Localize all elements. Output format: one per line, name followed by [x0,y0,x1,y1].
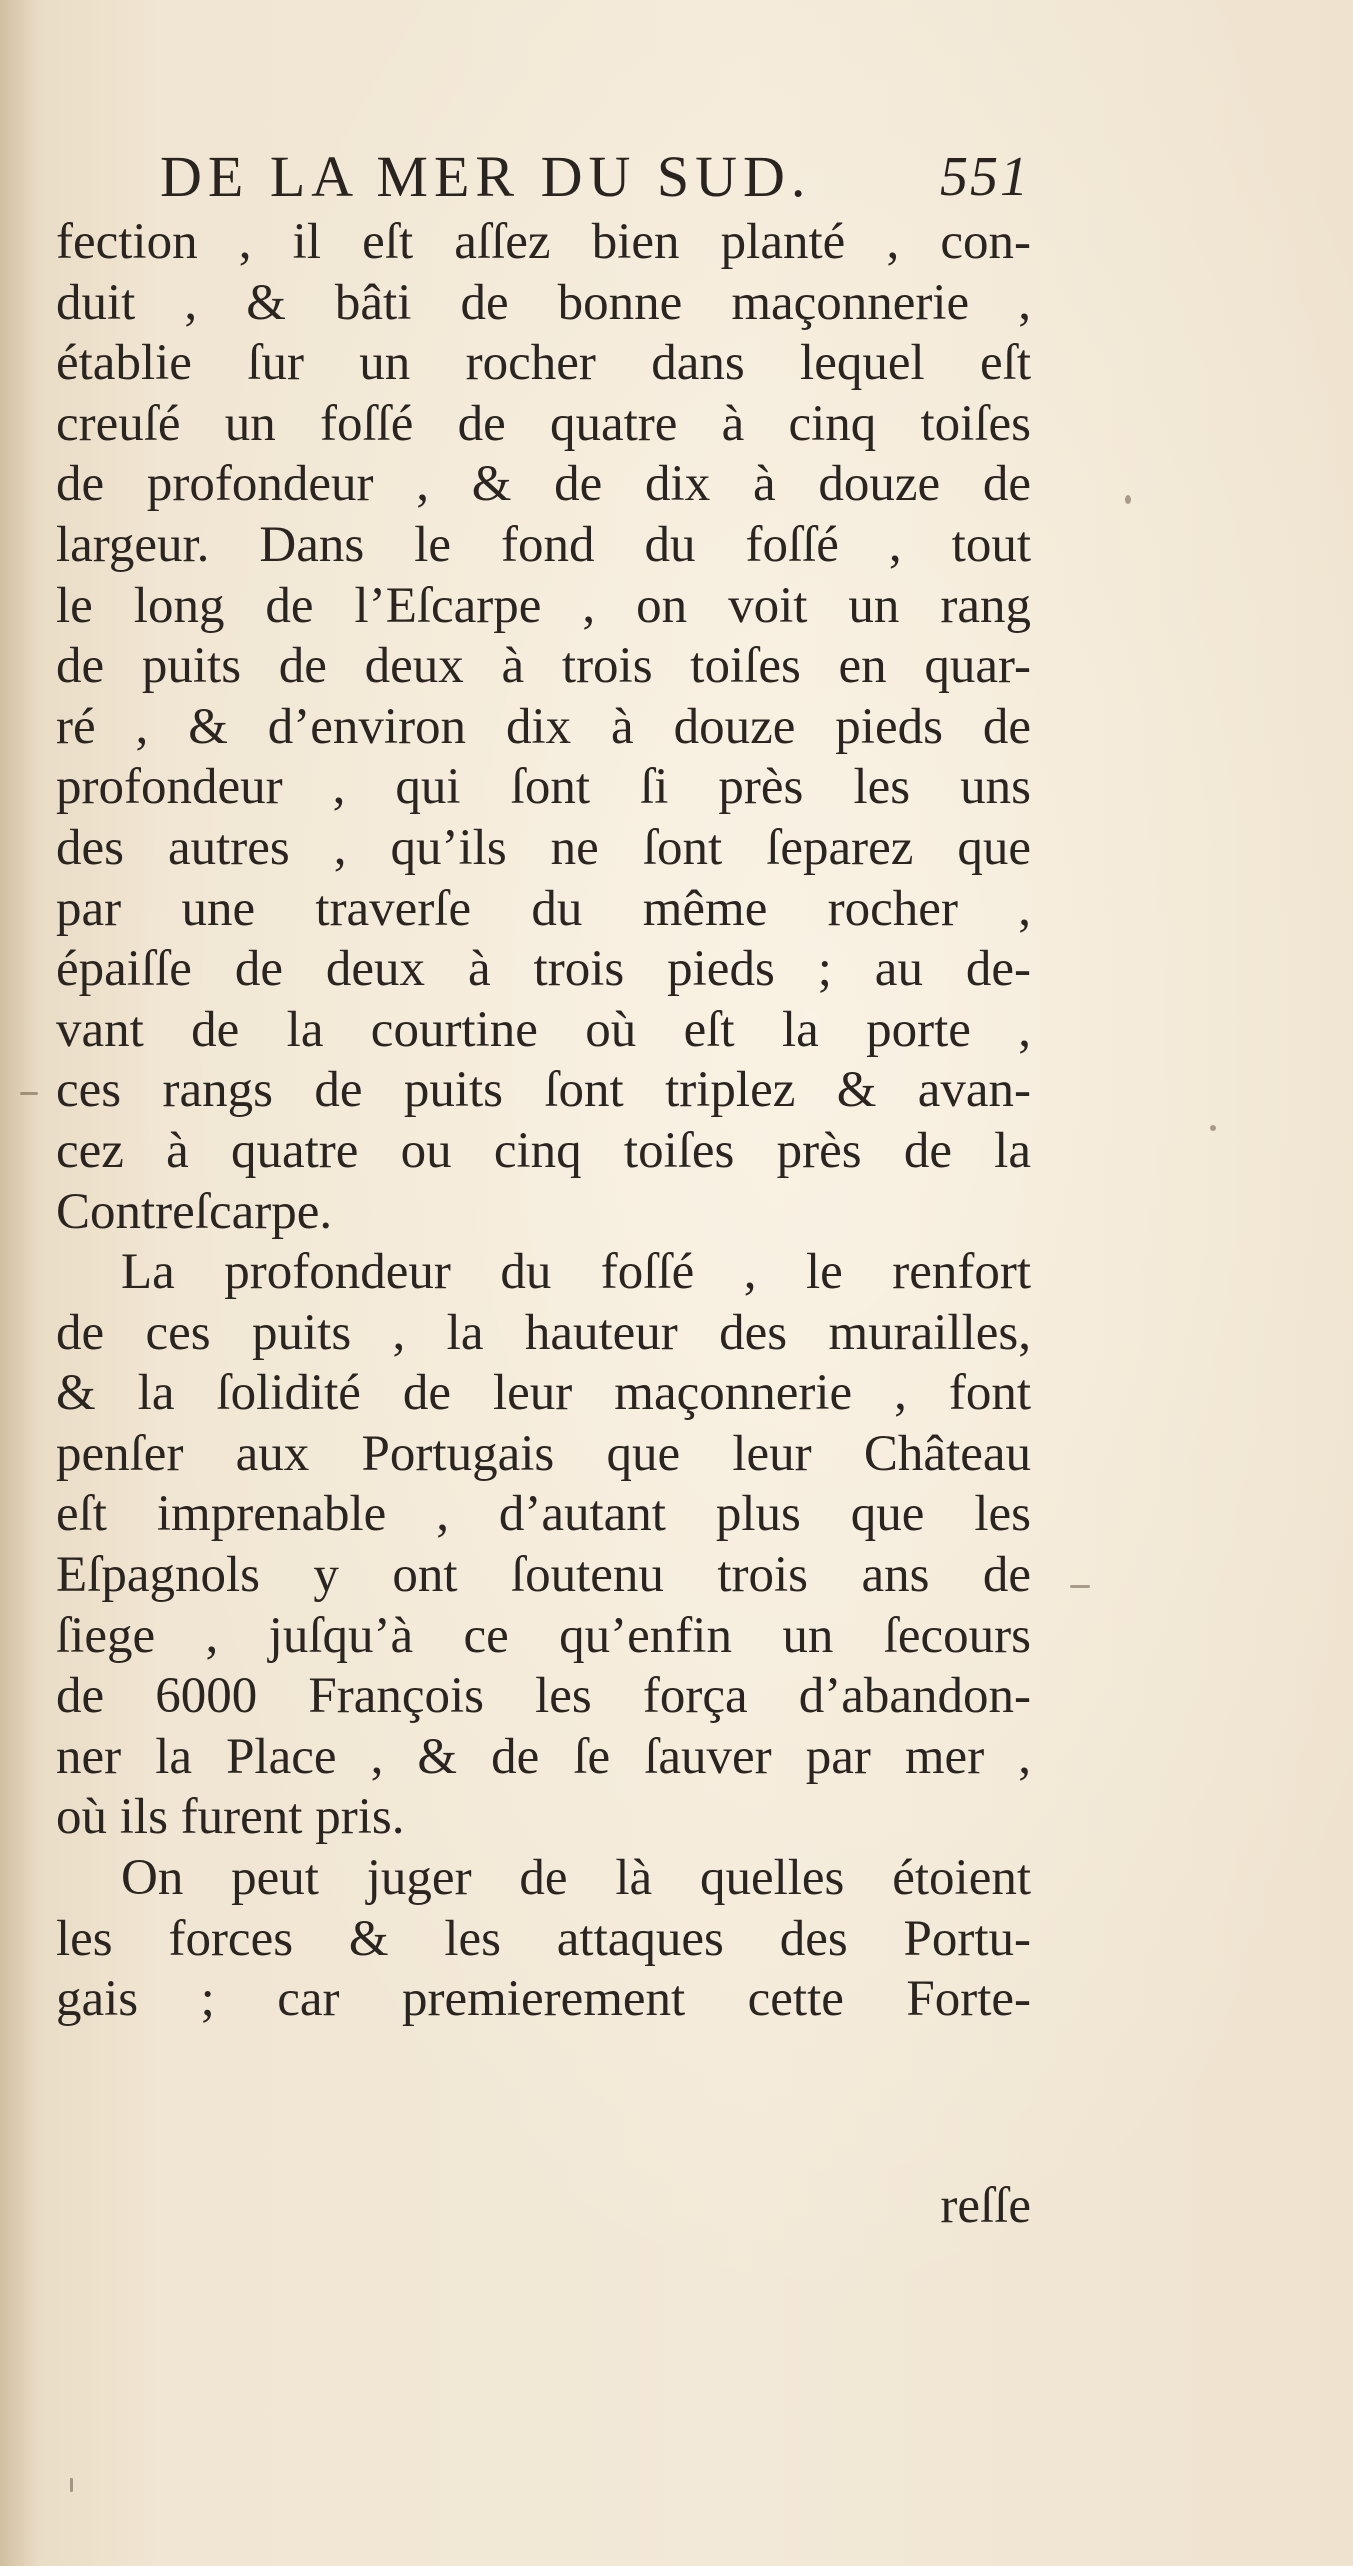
text-line: eſt imprenable , d’autant plus que les [56,1486,1031,1543]
text-line: épaiſſe de deux à trois pieds ; au de- [56,941,1031,998]
text-line: ner la Place , & de ſe ſauver par mer , [56,1728,1031,1785]
text-line: de puits de deux à trois toiſes en quar- [56,638,1031,695]
catchword: reſſe [940,2178,1031,2234]
text-line: de ces puits , la hauteur des murailles, [56,1304,1031,1361]
text-line: Eſpagnols y ont ſoutenu trois ans de [56,1547,1031,1604]
text-line: les forces & les attaques des Portu- [56,1910,1031,1967]
text-line: de 6000 François les força d’abandon- [56,1668,1031,1725]
text-line: penſer aux Portugais que leur Château [56,1425,1031,1482]
text-line: cez à quatre ou cinq toiſes près de la [56,1122,1031,1179]
paragraph-2 [56,1242,1031,1848]
text-line: ſiege , juſqu’à ce qu’enfin un ſecours [56,1607,1031,1664]
text-line: profondeur , qui ſont ſi près les uns [56,759,1031,816]
paragraph-3 [56,1848,1031,2030]
text-line: largeur. Dans le fond du foſſé , tout [56,516,1031,573]
text-line: fection , il eſt aſſez bien planté , con- [56,214,1031,270]
page-number: 551 [940,146,1030,208]
text-line: établie ſur un rocher dans lequel eſt [56,335,1031,392]
text-line: On peut juger de là quelles étoient [121,1850,1031,1907]
running-head [160,142,1030,212]
text-line: par une traverſe du même rocher , [56,880,1031,937]
text-line: de profondeur , & de dix à douze de [56,456,1031,513]
text-line: des autres , qu’ils ne ſont ſeparez que [56,819,1031,876]
text-line: où ils furent pris. [56,1789,405,1846]
text-line: gais ; car premierement cette Forte- [56,1971,1031,2028]
text-line: duit , & bâti de bonne maçonnerie , [56,274,1031,331]
text-line: ces rangs de puits ſont triplez & avan- [56,1062,1031,1119]
ink-speck [70,2478,73,2492]
paragraph-1 [56,212,1031,1242]
binding-gutter-shadow [0,0,40,2566]
text-line: La profondeur du foſſé , le renfort [121,1244,1031,1301]
text-line: Contreſcarpe. [56,1183,333,1240]
text-line: & la ſolidité de leur maçonnerie , font [56,1365,1031,1422]
running-title: DE LA MER DU SUD. [160,144,812,209]
text-line: ré , & d’environ dix à douze pieds de [56,698,1031,755]
ink-speck [1070,1585,1090,1588]
ink-speck [1210,1125,1216,1131]
text-line: creuſé un foſſé de quatre à cinq toiſes [56,395,1031,452]
ink-speck [20,1092,38,1095]
body-text [56,212,1031,2030]
text-line: le long de l’Eſcarpe , on voit un rang [56,577,1031,634]
text-line: vant de la courtine où eſt la porte , [56,1001,1031,1058]
ink-speck [1125,495,1131,504]
